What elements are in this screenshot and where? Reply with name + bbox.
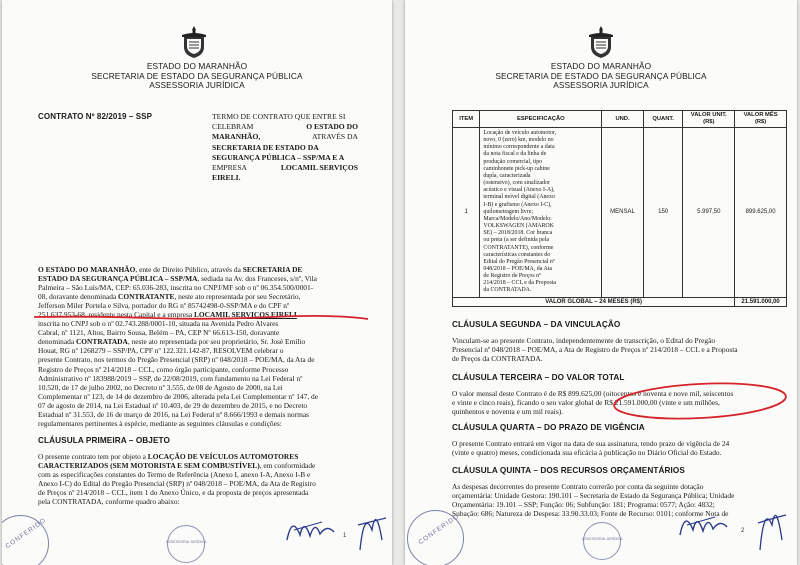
header-secretariat: SECRETARIA DE ESTADO DA SEGURANÇA PÚBLICA <box>91 70 303 81</box>
red-circle-annotation <box>610 380 790 422</box>
header-quantity: QUANT. <box>643 111 683 128</box>
clause-2-text <box>452 336 787 363</box>
header-department: ASSESSORIA JURÍDICA <box>149 80 245 90</box>
text-run: inscrita no CNPJ sob o nº 02.743.288/0001-10, situada na Avenida Pedro Alvares <box>38 319 279 329</box>
text-line <box>38 383 358 392</box>
header-unit: UND. <box>602 111 644 128</box>
spec-line: terminal móvel digital (Anexo <box>483 194 555 201</box>
text-run: CONTRATADA <box>75 337 128 347</box>
text-line <box>38 392 358 401</box>
spec-line: mínimo correspondente a data <box>483 144 555 151</box>
page-number: 2 <box>741 528 745 534</box>
text-line <box>38 452 358 461</box>
seal-text: ASSESSORIA JURÍDICA <box>166 540 207 544</box>
pricing-table <box>452 110 787 307</box>
header-block <box>2 62 392 91</box>
spec-line: de Registro de Preços nº <box>483 273 541 280</box>
text-line <box>38 479 358 488</box>
cell-month-value: 899.625,00 <box>735 128 787 298</box>
clause-5-text <box>452 482 787 518</box>
cell-unit: MENSAL <box>602 128 644 298</box>
term-line: EMPRESA LOCAMIL SERVIÇOS <box>212 163 358 173</box>
clause-3-title: CLÁUSULA TERCEIRA – DO VALOR TOTAL <box>452 373 625 382</box>
text-line: e vinte e cinco reais), ficando o seu valor global de R$ 21.591.000,00 (vinte e um milhões, <box>452 398 720 408</box>
initials-mark <box>750 495 790 555</box>
cell-quantity: 150 <box>643 128 683 298</box>
legal-department-seal <box>583 522 621 560</box>
text-line <box>38 401 358 410</box>
text-run: , neste ato representada por seu Secretário, <box>174 292 301 302</box>
text-run: presente Contrato, nos termos do Pregão Presencial (SRP) nº 048/2018 – POE/MA, da Ata de <box>38 355 315 365</box>
text-line <box>38 355 358 364</box>
text-line <box>38 328 358 337</box>
text-line <box>38 470 358 479</box>
text-run: , ente de Direito Público, através da <box>135 265 243 274</box>
text-run: LOCAÇÃO DE VEÍCULOS AUTOMOTORES <box>147 452 299 461</box>
term-line: EIRELI. <box>212 173 241 183</box>
spec-line: características constantes do <box>483 251 551 258</box>
spec-line: Edital do Pregão Presencial nº <box>483 258 555 265</box>
text-run: O ESTADO DO MARANHÃO <box>38 265 136 274</box>
text-line <box>38 292 358 301</box>
table-total-row <box>453 297 787 306</box>
conferido-stamp-text: CONFERIDO <box>4 516 48 551</box>
spec-line: caminhonete pick-up cabine <box>483 165 550 172</box>
contract-preamble <box>38 265 358 428</box>
initials-mark <box>350 500 390 555</box>
seal-text: ASSESSORIA JURÍDICA <box>582 537 623 541</box>
clause-5-title: CLÁUSULA QUINTA – DOS RECURSOS ORÇAMENTÁRIOS <box>452 466 685 475</box>
text-line: Orçamentária: 19.101 – SSP; Função: 06; Subfunção: 181; Programa: 0577; Ação: 4832; <box>452 500 715 510</box>
term-line: CELEBRAM O ESTADO DO <box>212 122 358 132</box>
text-line: Subação: 686; Natureza de Despesa: 33.90.33.03; Fonte de Recurso: 0101; conforme Nota de <box>452 509 729 519</box>
text-run: pela CONTRATADA, conforme quadro abaixo: <box>38 497 180 507</box>
document-page-1 <box>2 0 392 565</box>
text-line <box>38 365 358 374</box>
text-run: O presente contrato tem por objeto a <box>38 452 148 461</box>
text-run: com as especificações constantes do Termo de Referência (Anexo I, anexo I-A, Anexo I-B e <box>38 470 311 480</box>
term-line: SECRETARIA DE ESTADO DA <box>212 142 319 152</box>
text-run: , em conformidade <box>259 461 316 471</box>
text-run: SECRETARIA DE <box>242 265 303 274</box>
text-run: 251.637.953-68 <box>38 310 85 320</box>
spec-line: CONTRATANTE), conforme <box>483 244 554 251</box>
text-run: Administrativo nº 183988/2019 – SSP, de 22/08/2019, com fundamento na Lei Federal nº <box>38 373 303 383</box>
header-department: ASSESSORIA JURÍDICA <box>553 80 649 90</box>
text-line <box>38 337 358 346</box>
text-line <box>38 410 358 419</box>
document-page-2 <box>405 0 797 565</box>
text-run: Houat, RG nº 1268279 – SSP/PA, CPF nº 122.321.142-87, RESOLVEM celebrar o <box>38 346 284 356</box>
text-run: Complementar nº 123, de 14 de dezembro de 2006, alterada pela Lei Complementar nº 147, de <box>38 391 318 401</box>
text-run: , sediada na Av. dos Franceses, s/nº, Vila <box>197 274 317 284</box>
spec-line: 048/2018 – POE/MA, da Ata <box>483 265 552 272</box>
text-run: , residente nesta Capital e a empresa <box>84 310 194 320</box>
page-number: 1 <box>343 533 347 539</box>
header-unit-value: VALOR UNIT. (R$) <box>683 111 735 128</box>
text-run: Anexo I-C) do Edital do Pregão Presencial (SRP) nº 048/2018 – POE/MA, da Ata de Registro <box>38 479 316 489</box>
spec-line: quilometragem livre; <box>483 208 533 215</box>
text-run: de Preços nº 214/2018 – CCL, item 1 do Anexo Único, e da proposta de preços apresentada <box>38 488 309 498</box>
header-specification: ESPECIFICAÇÃO <box>480 111 602 128</box>
text-run: 07 de agosto de 2014, na Lei Estadual nº 10.403, de 29 de dezembro de 2015, e no Decreto <box>38 400 308 410</box>
header-secretariat: SECRETARIA DE ESTADO DA SEGURANÇA PÚBLICA <box>495 70 707 81</box>
contract-number: CONTRATO Nº 82/2019 – SSP <box>38 112 153 121</box>
text-run: , portador do RG nº 85742498-0-SSP/MA e do CPF nº <box>128 301 290 311</box>
text-line: orçamentária: Unidade Gestora: 190.101 – Secretaria de Estado da Segurança Pública; Unidade <box>452 491 735 501</box>
contract-term-block <box>212 112 358 183</box>
spec-line: I-B) e grafismo (Anexo I-C), <box>483 201 552 208</box>
clause-1-title: CLÁUSULA PRIMEIRA – OBJETO <box>38 436 170 445</box>
clause-1-text <box>38 452 358 506</box>
spec-line: produção comercial, tipo <box>483 158 543 165</box>
header-month-value: VALOR MÊS (R$) <box>735 111 787 128</box>
spec-line: da CONTRATADA. <box>483 287 532 294</box>
signature-mark <box>282 510 342 550</box>
signature-mark <box>675 505 735 545</box>
term-line: MARANHÃO, ATRAVÉS DA <box>212 132 358 142</box>
cell-item: 1 <box>453 128 480 298</box>
term-line: TERMO DE CONTRATO QUE ENTRE SI <box>212 112 346 121</box>
clause-4-title: CLÁUSULA QUARTA – DO PRAZO DE VIGÊNCIA <box>452 423 645 432</box>
header-block <box>405 62 797 91</box>
table-row <box>453 128 787 298</box>
header-state: ESTADO DO MARANHÃO <box>550 61 652 71</box>
text-run: Cabral, nº 1121, Altos, Bairro Sousa, Belém – PA, CEP Nº 66.613-150, doravante <box>38 328 280 338</box>
spec-line: VOLKSWAGEN (AMAROK <box>483 223 554 230</box>
text-run: CARACTERIZADOS (SEM MOTORISTA E SEM COMBUSTÍVEL) <box>38 461 260 471</box>
spec-line: da nota fiscal e da linha de <box>483 151 547 158</box>
header-item: ITEM <box>453 111 480 128</box>
spec-line: 214/2018 – CCL e da Proposta <box>483 280 556 287</box>
table-header-row <box>453 111 787 128</box>
text-line <box>38 283 358 292</box>
text-line: de Preços da CONTRATADA. <box>452 354 543 364</box>
spec-line: novo, 0 (zero) km, modelo no <box>483 137 554 144</box>
text-run: Palmeira – São Luís/MA, CEP: 65.036-283, inscrita no CNPJ/MF sob o nº 06.354.500/0001- <box>38 283 314 293</box>
text-line <box>38 461 358 470</box>
total-label: VALOR GLOBAL – 24 MESES (R$) <box>453 297 735 306</box>
spec-line: ou preta (a ser definida pela <box>483 237 549 244</box>
text-line: (vinte e quatro) meses, condicionada sua eficácia à publicação no Diário Oficial do Estado. <box>452 448 722 458</box>
text-run: regulamentares pertinentes à espécie, mediante as seguintes cláusulas e condições: <box>38 418 282 428</box>
conferido-stamp-text: CONFERIDO <box>417 512 461 547</box>
text-line: quinhentos e noventa e um mil reais). <box>452 407 564 417</box>
spec-line: Marca/Modelo/Ano/Modelo: <box>483 215 552 222</box>
spec-line: SE) – 2018/2018. Cor branca <box>483 230 553 237</box>
text-line: Vinculam-se ao presente Contrato, independentemente de transcrição, o Edital do Pregão <box>452 336 716 345</box>
clause-4-text <box>452 439 787 457</box>
spec-line: acústico e visual (Anexo I-A), <box>483 187 555 194</box>
clause-2-title: CLÁUSULA SEGUNDA – DA VINCULAÇÃO <box>452 320 621 329</box>
text-run: , neste ato representada por seu proprietário, Sr. José Emílio <box>127 337 306 347</box>
text-run: 10.520, de 17 de julho 2002, no Decreto nº 3.555, de 08 de Agosto de 2000, na Lei <box>38 382 283 392</box>
red-underline-annotation <box>32 310 372 324</box>
header-state: ESTADO DO MARANHÃO <box>146 61 248 71</box>
text-run: 08, doravante denominada <box>38 292 119 302</box>
text-run: Jefferson Miler Portela e Silva <box>38 301 129 311</box>
text-run: denominada <box>38 337 76 347</box>
text-line: Presencial nº 048/2018 – POE/MA, a Ata de Registro de Preços nº 214/2018 – CCL e a Proposta <box>452 345 738 355</box>
text-line: O presente Contrato entrará em vigor na data de sua assinatura, tendo prazo de vigência de 24 <box>452 439 730 448</box>
text-line <box>38 274 358 283</box>
text-run: CONTRATANTE <box>118 292 175 302</box>
text-run: Registro de Preços nº 214/2018 – CCL, como órgão participante, conforme Processo <box>38 364 289 374</box>
spec-line: dupla, caracterizada <box>483 172 531 179</box>
term-line: SEGURANÇA PÚBLICA – SSP/MA E A <box>212 152 345 162</box>
text-run: ESTADO DA SEGURANÇA PÚBLICA – SSP/MA <box>38 274 198 284</box>
text-line <box>38 374 358 383</box>
legal-department-seal <box>167 525 205 563</box>
text-line <box>38 419 358 428</box>
text-run: LOCAMIL SERVICOS EIRELI <box>193 310 297 320</box>
spec-line: (ostensivo), com sinalizador <box>483 180 550 187</box>
text-line <box>38 346 358 355</box>
text-line: As despesas decorrentes do presente Contrato correrão por conta da seguinte dotação <box>452 482 704 491</box>
cell-specification <box>480 128 602 298</box>
state-coat-of-arms-icon <box>179 25 209 59</box>
spec-line: Locação de veículo automotor, <box>483 130 557 136</box>
total-value: 21.591.000,00 <box>735 297 787 306</box>
text-run: Estadual nº 31.553, de 16 de março de 2016, na Lei Federal nº 8.666/1993 e demais normas <box>38 409 309 419</box>
cell-unit-value: 5.997,50 <box>683 128 735 298</box>
text-line: O valor mensal deste Contrato é de R$ 899.625,00 (oitocentos e noventa e nove mil, seiscentos <box>452 389 734 398</box>
text-line <box>38 488 358 497</box>
state-coat-of-arms-icon <box>586 25 616 59</box>
text-line <box>38 497 358 506</box>
text-line <box>38 301 358 310</box>
text-line <box>38 265 358 274</box>
